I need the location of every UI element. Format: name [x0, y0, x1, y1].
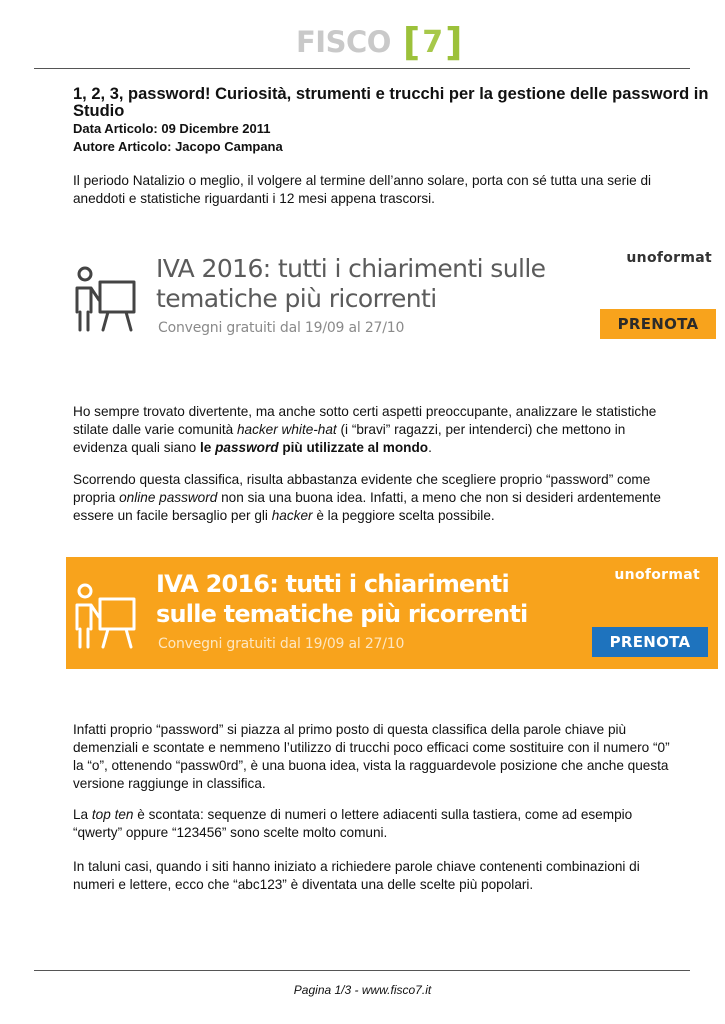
logo-number-box — [397, 20, 469, 64]
p2-bold-password: password — [215, 440, 279, 455]
paragraph-statistics — [73, 403, 673, 457]
logo-word: FISCO — [296, 25, 391, 59]
ad-banner-orange[interactable] — [66, 557, 718, 669]
banner2-title-line1: IVA 2016: tutti i chiarimenti — [156, 570, 509, 598]
footer-divider — [34, 970, 690, 971]
presenter-icon — [70, 262, 142, 334]
presenter-icon — [70, 579, 142, 651]
banner2-title-line2: sulle tematiche più ricorrenti — [156, 600, 528, 628]
page-footer[interactable]: Pagina 1/3 - www.fisco7.it — [293, 983, 432, 997]
logo-bracket-right: ] — [445, 20, 463, 64]
banner2-brand: unoformat — [614, 567, 700, 583]
p5-text-a: La — [73, 807, 92, 822]
banner1-title-line2: tematiche più ricorrenti — [156, 284, 437, 313]
article-date: Data Articolo: 09 Dicembre 2011 — [73, 121, 271, 136]
logo-bracket-left: [ — [402, 20, 421, 64]
p3-hacker: hacker — [271, 508, 313, 523]
paragraph-intro — [73, 172, 673, 208]
p6-text: In taluni casi, quando i siti hanno iniziato a richiedere parole chiave contenenti combinazioni di numeri e lettere, ecco che “abc123” è diventata una delle scelte più popolari. — [73, 859, 640, 892]
banner1-subtitle: Convegni gratuiti dal 19/09 al 27/10 — [158, 320, 405, 336]
p2-hacker-white-hat: hacker white-hat — [236, 422, 337, 437]
p3-text-c: non sia una buona idea. Infatti, a meno che non si desideri ardentemente essere un facile bersaglio per gli — [73, 490, 661, 523]
p5-top-ten: top ten — [91, 807, 134, 822]
p3-text-a: Scorrendo questa classifica, risulta abbastanza evidente che scegliere proprio “password” come propria — [73, 472, 651, 505]
banner2-subtitle: Convegni gratuiti dal 19/09 al 27/10 — [158, 636, 405, 652]
paragraph-abc123 — [73, 858, 673, 894]
p3-online-password: online password — [119, 490, 218, 505]
p2-bold-tail: più utilizzate al mondo — [278, 440, 429, 455]
p3-text-e: è la peggiore scelta possibile. — [312, 508, 495, 523]
paragraph-intro-text: Il periodo Natalizio o meglio, il volgere al termine dell’anno solare, porta con sé tutta una serie di aneddoti e statistiche riguardanti i 12 mesi appena trascorsi. — [73, 173, 652, 206]
fisco7-logo[interactable] — [296, 22, 469, 62]
p4-text: Infatti proprio “password” si piazza al primo posto di questa classifica della parole chiave più demenziali e scontate e nemmeno l’utilizzo di trucchi poco efficaci come sostituire con il numero “0” la “o”, ottenendo “passw0rd”, è una buona idea, vista la ragguardevole posizione che anche questa versione raggiunge in classifica. — [73, 722, 670, 791]
header-divider — [34, 68, 690, 69]
ad-banner-white[interactable] — [66, 240, 718, 352]
p2-text-a: Ho sempre trovato divertente, ma anche sotto certi aspetti preoccupante, analizzare le statistiche stilate dalle varie comunità — [73, 404, 657, 437]
p2-period: . — [428, 440, 432, 455]
banner1-prenota-button[interactable]: PRENOTA — [600, 309, 716, 339]
banner1-brand: unoformat — [626, 250, 712, 266]
paragraph-password-first — [73, 721, 673, 793]
article-author: Autore Articolo: Jacopo Campana — [73, 139, 283, 154]
article-title: 1, 2, 3, password! Curiosità, strumenti e trucchi per la gestione delle password in Studio — [73, 85, 709, 120]
paragraph-ranking — [73, 471, 673, 525]
paragraph-top-ten — [73, 806, 673, 842]
p5-text-c: è scontata: sequenze di numeri o lettere adiacenti sulla tastiera, come ad esempio “qwerty” oppure “123456” sono scelte molto comuni. — [73, 807, 633, 840]
p2-text-c: (i “bravi” ragazzi, per intenderci) che mettono in evidenza quali siano — [73, 422, 626, 455]
p2-bold-le: le — [199, 440, 216, 455]
logo-number: 7 — [422, 24, 444, 60]
banner2-title — [156, 569, 527, 629]
banner1-title — [156, 254, 545, 314]
banner1-title-line1: IVA 2016: tutti i chiarimenti sulle — [156, 254, 546, 283]
banner2-prenota-button[interactable]: PRENOTA — [592, 627, 708, 657]
